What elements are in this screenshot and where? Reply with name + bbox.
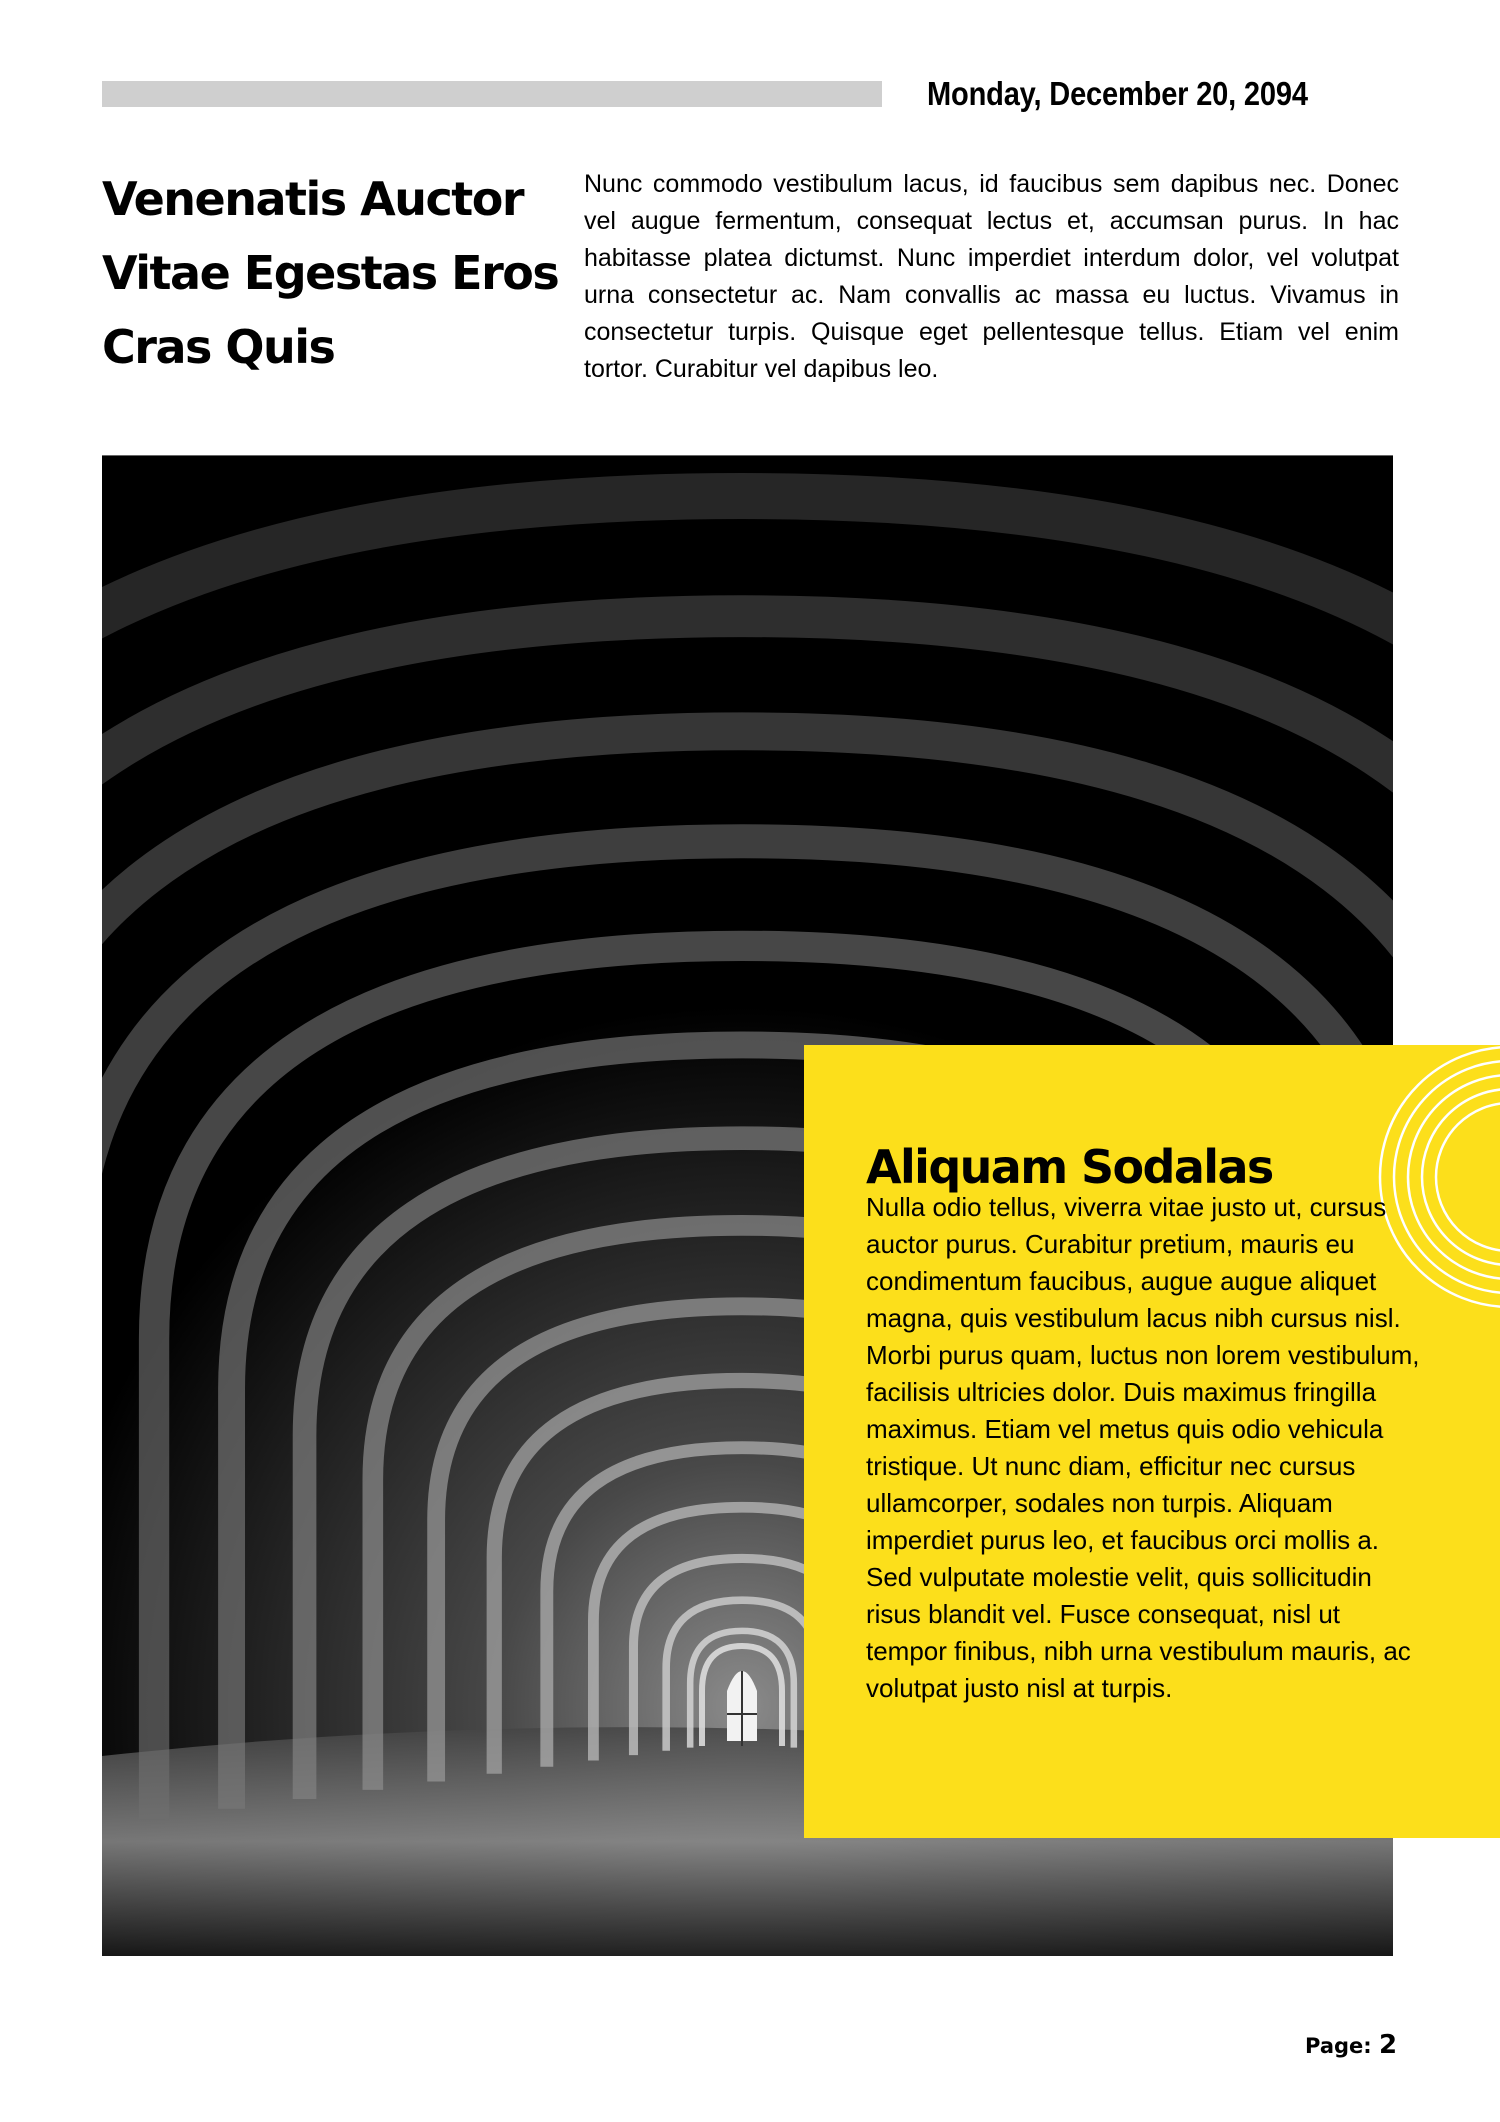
callout-body: Nulla odio tellus, viverra vitae justo ut, cursus auctor purus. Curabitur pretium, mauris eu condimentum faucibus, augue augue aliquet magna, quis vestibulum lacus nibh cursus nisl. Morbi purus quam, luctus non lorem vestibulum, facilisis ultricies dolor. Duis maximus fringilla maximus. Etiam vel metus quis odio vehicula tristique. Ut nunc diam, efficitur nec cursus ullamcorper, sodales non turpis. Aliquam imperdiet purus leo, et faucibus orci mollis a. Sed vulputate molestie velit, quis sollicitudin risus blandit vel. Fusce consequat, nisl ut tempor finibus, nibh urna vestibulum mauris, ac volutpat justo nisl at turpis. — [866, 1192, 1420, 1703]
issue-date: Monday, December 20, 2094 — [927, 75, 1308, 112]
callout-title: Aliquam Sodalas — [866, 1140, 1273, 1194]
article-headline: Venenatis Auctor Vitae Egestas Eros Cras Quis — [102, 172, 559, 374]
gothic-window — [727, 1671, 757, 1746]
page-number-value: 2 — [1378, 2030, 1398, 2060]
article-intro: Nunc commodo vestibulum lacus, id faucibus sem dapibus nec. Donec vel augue fermentum, consequat lectus et, accumsan purus. In hac habitasse platea dictumst. Nunc imperdiet interdum dolor, vel volutpat urna consectetur ac. Nam convallis ac massa eu luctus. Vivamus in consectetur turpis. Quisque eget pellentesque tellus. Etiam vel enim tortor. Curabitur vel dapibus leo. — [584, 170, 1399, 383]
callout-box — [804, 1045, 1500, 1838]
page-number — [1305, 2030, 1397, 2060]
page-label: Page: — [1305, 2034, 1372, 2058]
header-bar — [102, 81, 882, 107]
